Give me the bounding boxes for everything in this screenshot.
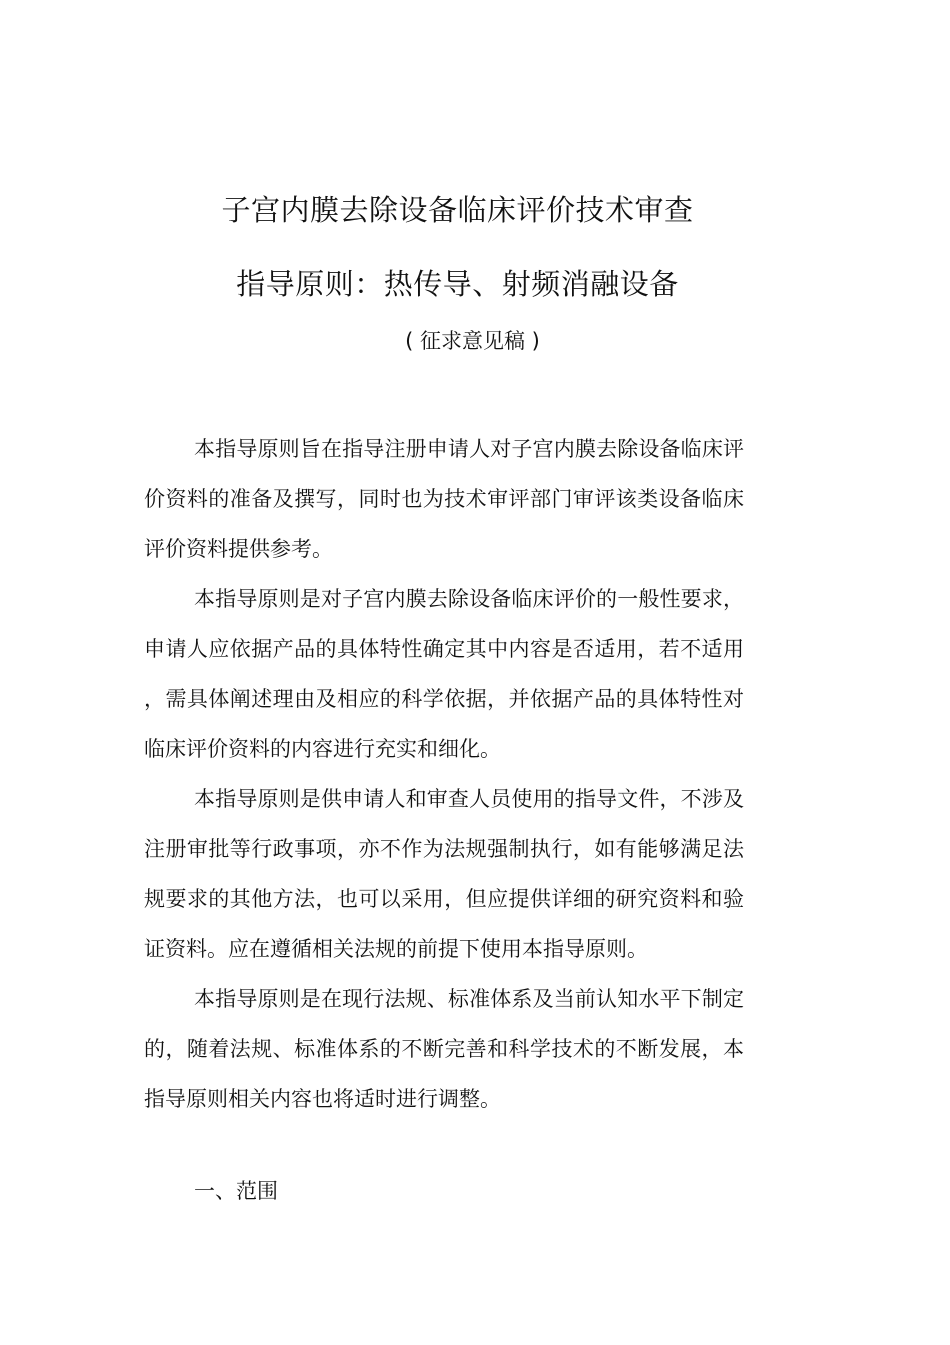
paragraph-purpose: 本指导原则旨在指导注册申请人对子宫内膜去除设备临床评价资料的准备及撰写，同时也为技术审评部门审评该类设备临床评价资料提供参考。 (144, 437, 744, 561)
paragraph-revision: 本指导原则是在现行法规、标准体系及当前认知水平下制定的，随着法规、标准体系的不断完善和科学技术的不断发展，本指导原则相关内容也将适时进行调整。 (144, 987, 744, 1111)
document-body (144, 424, 744, 1124)
document-subtitle: ( 征求意见稿 ) (405, 329, 540, 353)
document-title-line-1: 子宫内膜去除设备临床评价技术审查 (221, 193, 694, 227)
section-heading-scope: 一、范围 (194, 1179, 278, 1203)
paragraph-applicability: 本指导原则是对子宫内膜去除设备临床评价的一般性要求，申请人应依据产品的具体特性确定其中内容是否适用，若不适用，需具体阐述理由及相应的科学依据，并依据产品的具体特性对临床评价资料的内容进行充实和细化。 (144, 587, 744, 761)
document-title-line-2: 指导原则：热传导、射频消融设备 (236, 267, 679, 301)
paragraph-guidance-nature: 本指导原则是供申请人和审查人员使用的指导文件，不涉及注册审批等行政事项，亦不作为法规强制执行，如有能够满足法规要求的其他方法，也可以采用，但应提供详细的研究资料和验证资料。应在遵循相关法规的前提下使用本指导原则。 (144, 787, 744, 961)
